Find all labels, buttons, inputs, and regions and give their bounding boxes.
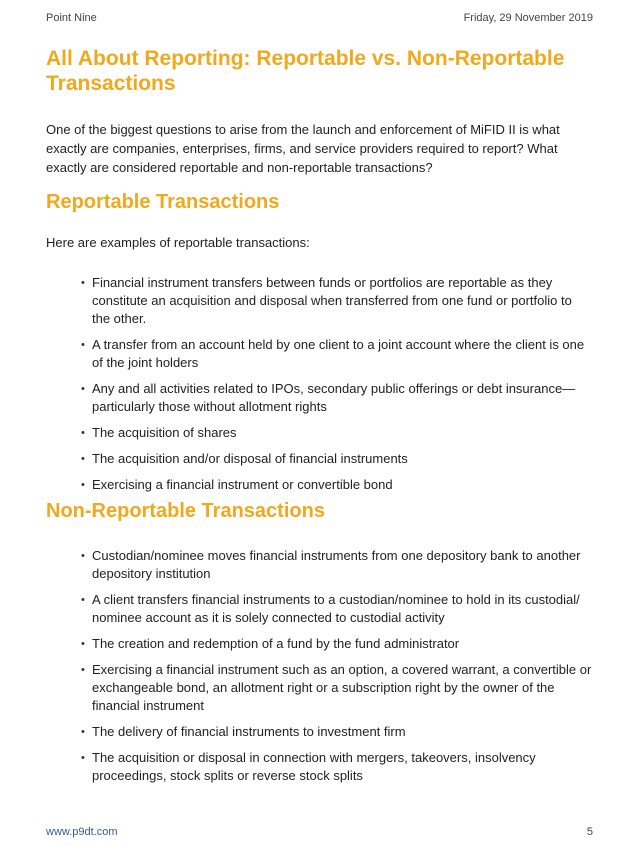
bullet-icon: • [81,638,85,650]
list-item-text: The delivery of financial instruments to investment firm [92,724,406,739]
list-item-text: Exercising a financial instrument such as an option, a covered warrant, a convertible or exchangeable bond, an allotment right or a subscription right by the owner of the financial instrument [92,662,592,713]
list-item-text: Exercising a financial instrument or convertible bond [92,477,393,492]
reportable-heading: Reportable Transactions [46,191,280,213]
bullet-icon: • [81,427,85,439]
bullet-icon: • [81,479,85,491]
page-number: 5 [586,826,593,838]
article-title: All About Reporting: Reportable vs. Non-Reportable Transactions [46,47,565,95]
bullet-icon: • [81,726,85,738]
bullet-icon: • [81,339,85,351]
list-item [0,424,592,442]
list-item-text: The acquisition of shares [92,425,237,440]
list-item [0,635,592,653]
list-item-text: Any and all activities related to IPOs, secondary public offerings or debt insurance—particularly those without allotment rights [92,381,576,414]
bullet-icon: • [81,453,85,465]
list-item [0,450,592,468]
bullet-icon: • [81,277,85,289]
list-item [0,661,592,715]
reportable-list [0,274,638,502]
bullet-icon: • [81,752,85,764]
website-link[interactable]: www.p9dt.com [46,826,118,838]
bullet-icon: • [81,664,85,676]
intro-paragraph: One of the biggest questions to arise from the launch and enforcement of MiFID II is what exactly are companies, enterprises, firms, and service providers required to report? What exactly are considered reportable and non-reportable transactions? [46,122,560,175]
list-item [0,336,592,372]
list-item-text: The acquisition and/or disposal of financial instruments [92,451,408,466]
bullet-icon: • [81,383,85,395]
bullet-icon: • [81,594,85,606]
list-item-text: The creation and redemption of a fund by the fund administrator [92,636,460,651]
list-item [0,547,592,583]
list-item-text: Custodian/nominee moves financial instruments from one depository bank to another depository institution [92,548,581,581]
list-item-text: A transfer from an account held by one client to a joint account where the client is one of the joint holders [92,337,585,370]
list-item [0,749,592,785]
non-reportable-heading: Non-Reportable Transactions [46,500,325,522]
header-brand: Point Nine [46,12,97,24]
reportable-lead: Here are examples of reportable transactions: [46,235,310,250]
list-item [0,380,592,416]
list-item-text: A client transfers financial instruments to a custodian/nominee to hold in its custodial/ nominee account as it is solely connected to custodial activity [92,592,580,625]
list-item-text: Financial instrument transfers between funds or portfolios are reportable as they constitute an acquisition and disposal when transferred from one fund or portfolio to the other. [92,275,572,326]
bullet-icon: • [81,550,85,562]
non-reportable-list [0,547,638,793]
list-item [0,591,592,627]
list-item [0,274,592,328]
header-date: Friday, 29 November 2019 [463,12,593,24]
list-item-text: The acquisition or disposal in connection with mergers, takeovers, insolvency proceedings, stock splits or reverse stock splits [92,750,536,783]
list-item [0,723,592,741]
list-item [0,476,592,494]
